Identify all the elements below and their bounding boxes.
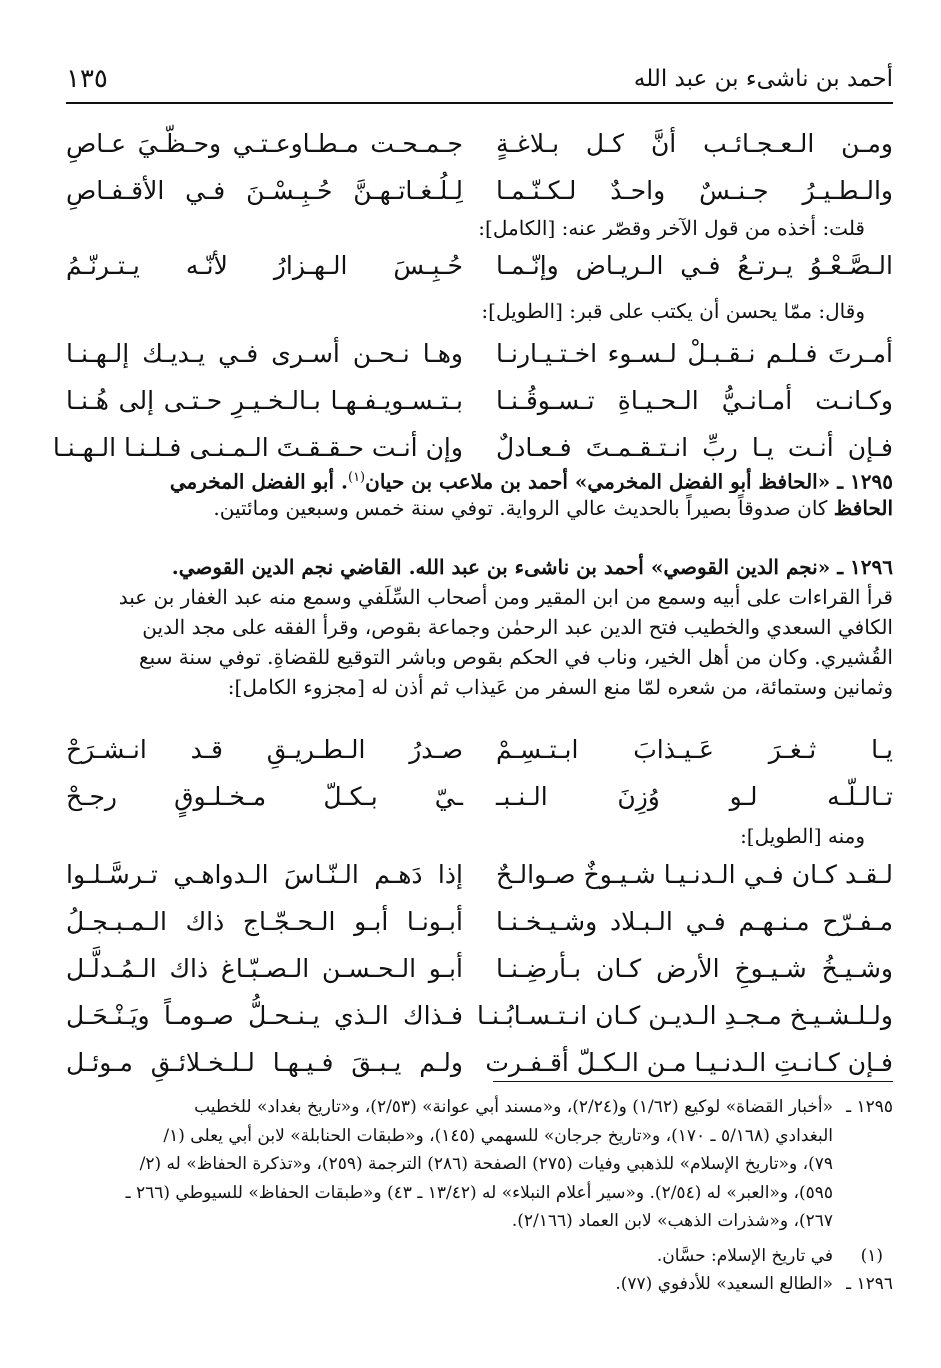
hemistich-right: تـالـلّـه لـو وُزِنَ الـنـبـ [496, 782, 893, 811]
hemistich-right: مـفـرّح مـنـهـم فـي الـبـلاد وشـيـخـنـا [496, 907, 893, 936]
hemistich-left: أبـونـا أبـو الـحـجّـاج ذاك الـمـبـجـلُ [66, 907, 463, 936]
verse [66, 726, 893, 773]
hemistich-left: ولـم يـبـقَ فـيـهـا لـلـخـلائـقِ مـوئـل [66, 1048, 463, 1077]
hemistich-left: لِـلُـغـاتـهـنَّ حُـبِـسْـنَ فـي الأقـفـاصِ [66, 176, 463, 205]
verse-intro: قلت: أخذه من قول الآخر وقصّر عنه: [الكامل]: [478, 216, 865, 240]
hemistich-right: أمـرتَ فـلـم نـقـبـلْ لـسـوء اخـتـيـارنـا [496, 339, 893, 368]
footnote-number: ١٢٩٦ ـ [846, 1274, 893, 1294]
verse [66, 377, 893, 424]
hemistich-right: ولـلـشـيـخ مـجـدِ الـديـن كـان انـتـسـابُـنـا [477, 1001, 893, 1030]
verse [66, 167, 893, 214]
hemistich-right: ومـن الـعـجـائـب أنَّ كـل بـلاغـةٍ [496, 129, 893, 158]
entry-1296 [66, 552, 893, 702]
entry-heading-text: ١٢٩٦ ـ «نجم الدين القوصي» أحمد بن ناشىء بن عبد الله. القاضي نجم الدين القوصي. [171, 555, 893, 579]
verse [66, 1039, 893, 1086]
poem-1 [66, 120, 893, 214]
footnote-line: ٧٩)، و«تاريخ الإسلام» للذهبي وفيات (٢٧٥) الصفحة (٢٨٦) الترجمة (٢٥٩)، و«تذكرة الحفاظ» له (٢/ [139, 1154, 833, 1174]
hemistich-right: يـا ثـغـرَ عَـيـذابَ ابـتـسِـمْ [496, 735, 893, 764]
footnote-separator [493, 1081, 893, 1082]
poem-2 [66, 242, 893, 289]
hemistich-right: والـطـيـرُ جـنـسٌ واحـدٌ لـكـنّـمـا [496, 176, 893, 205]
poem-4 [66, 726, 893, 820]
hemistich-left: ـيّ بـكـلّ مـخـلـوقٍ رجـحْ [66, 782, 463, 811]
verse [66, 120, 893, 167]
footnote-1 [66, 1242, 893, 1271]
hemistich-left: صـدرُ الـطـريـقِ قـد انـشـرَحْ [66, 735, 463, 764]
hemistich-left: وإن أنـت حـقـقـتَ الـمـنـى فـلـنـا الـهـنـا [52, 433, 463, 462]
verse [66, 330, 893, 377]
verse [66, 945, 893, 992]
entry-text-line: الكافي السعدي والخطيب فتح الدين عبد الرحمٰن وجماعة بقوص، وقرأ الفقه على مجد الدين [142, 615, 893, 639]
verse [66, 773, 893, 820]
footnote-line: ٥٩٥)، و«العبر» له (٢/٥٤). و«سير أعلام النبلاء» له (١٣/٤٢ ـ ٤٣) و«طبقات الحفاظ» للسيوطي (٢٦٦ ـ [125, 1182, 833, 1203]
verse [66, 851, 893, 898]
entry-text-line: قرأ القراءات على أبيه وسمع من ابن المقير ومن أصحاب السِّلَفي وسمع منه عبد الغفار بن عبد [118, 585, 893, 609]
hemistich-right: الـصَّـعْـوُ يـرتـعُ فـي الـريـاض وإنّـمـا [496, 251, 893, 280]
hemistich-left: أبـو الـحـسـن الـصـبّـاغ ذاك الـمُـدلَّـل [66, 954, 463, 983]
hemistich-right: وكـانـت أمـانـيُّ الـحـيـاةِ تـسـوقُـنـا [496, 386, 893, 415]
verse-intro: وقال: ممّا يحسن أن يكتب على قبر: [الطويل]: [481, 299, 865, 323]
footnote-ref: (١) [347, 470, 366, 485]
entry-heading [66, 552, 893, 582]
entry-text-line: وثمانين وستمائة، من شعره لمّا منع السفر من عَيذاب ثم أذن له [مجزوء الكامل]: [227, 675, 893, 699]
verse-intro: ومنه [الطويل]: [740, 824, 865, 848]
page-header [66, 56, 893, 104]
entry-text-line: القُشيري. وكان من أهل الخير، وناب في الحكم بقوص وباشر التوقيع للقضاةِ. توفي سنة سبع [139, 645, 893, 669]
footnote-text: «أخبار القضاة» لوكيع (١/٦٢) و(٢/٢٤)، و«مسند أبي عوانة» (٢/٥٣)، و«تاريخ بغداد» للخطيب [194, 1097, 833, 1117]
hemistich-right: وشـيـخُ شـيـوخِ الأرض كـان بـأرضِـنـا [496, 954, 893, 983]
footnote-text: في تاريخ الإسلام: حسَّان. [656, 1245, 833, 1266]
entry-heading-tail: . أبو الفضل المخرمي [169, 469, 348, 493]
entry-text: كان صدوقاً بصيراً بالحديث عالي الرواية. توفي سنة خمس وسبعين ومائتين. [213, 496, 834, 520]
entry-1295-line-2 [66, 493, 893, 523]
verse [66, 898, 893, 945]
hemistich-right: فـإن كـانـتِ الـدنـيـا مـن الـكـلّ أقـفـرت [485, 1048, 893, 1077]
poem-5 [66, 851, 893, 1086]
verse [66, 242, 893, 289]
hemistich-left: جـمـحـت مـطـاوعـتـي وحـظّـيَ عـاصِ [66, 129, 463, 158]
poem-3 [52, 330, 893, 471]
entry-1295-line-1 [66, 463, 893, 493]
running-title: أحمد بن ناشىء بن عبد الله [633, 66, 893, 92]
footnote-line: ٢٦٧)، و«شذرات الذهب» لابن العماد (٢/١٦٦). [511, 1211, 833, 1231]
footnotes [66, 1093, 893, 1299]
verse [66, 992, 893, 1039]
hemistich-left: وهـا نـحـن أسـرى فـي يـديـك إلـهـنـا [66, 339, 463, 368]
hemistich-right: فـإن أنـت يـا ربِّ انـتـقـمـتَ فـعـادلٌ [496, 433, 893, 462]
page-number: ١٣٥ [66, 64, 108, 94]
footnote-1296 [66, 1270, 893, 1299]
footnote-line: البغدادي (٥/١٦٨ ـ ١٧٠)، و«تاريخ جرجان» للسهمي (١٤٥)، و«طبقات الحنابلة» لابن أبي يعلى (١/ [163, 1125, 833, 1146]
hemistich-left: بـتـسـويـفـهـا بـالـخـيـرِ حـتـى إلى هُـنـا [66, 386, 463, 415]
footnote-text: «الطالع السعيد» للأدفوي (٧٧). [615, 1274, 833, 1294]
entry-heading: ١٢٩٥ ـ «الحافظ أبو الفضل المخرمي» أحمد بن ملاعب بن حيان [365, 469, 893, 493]
hemistich-left: إذا دَهـم الـنّـاسَ الـدواهـي تـرسَّـلـوا [66, 860, 463, 889]
hemistich-left: حُـبِـسَ الـهـزارُ لأنّـه يـتـرنّـمُ [66, 251, 463, 280]
hemistich-right: لـقـد كـان فـي الـدنـيـا شـيـوخٌ صـوالـحٌ [496, 860, 893, 889]
entry-1295 [66, 463, 893, 523]
entry-bold-word: الحافظ [833, 496, 893, 520]
footnote-1295 [66, 1093, 893, 1122]
hemistich-left: فـذاك الـذي يـنـحـلُّ صـومـاً ويَـنْـحَـل [66, 1001, 463, 1030]
footnote-number: (١) [860, 1245, 883, 1266]
footnote-number: ١٢٩٥ ـ [846, 1097, 893, 1117]
